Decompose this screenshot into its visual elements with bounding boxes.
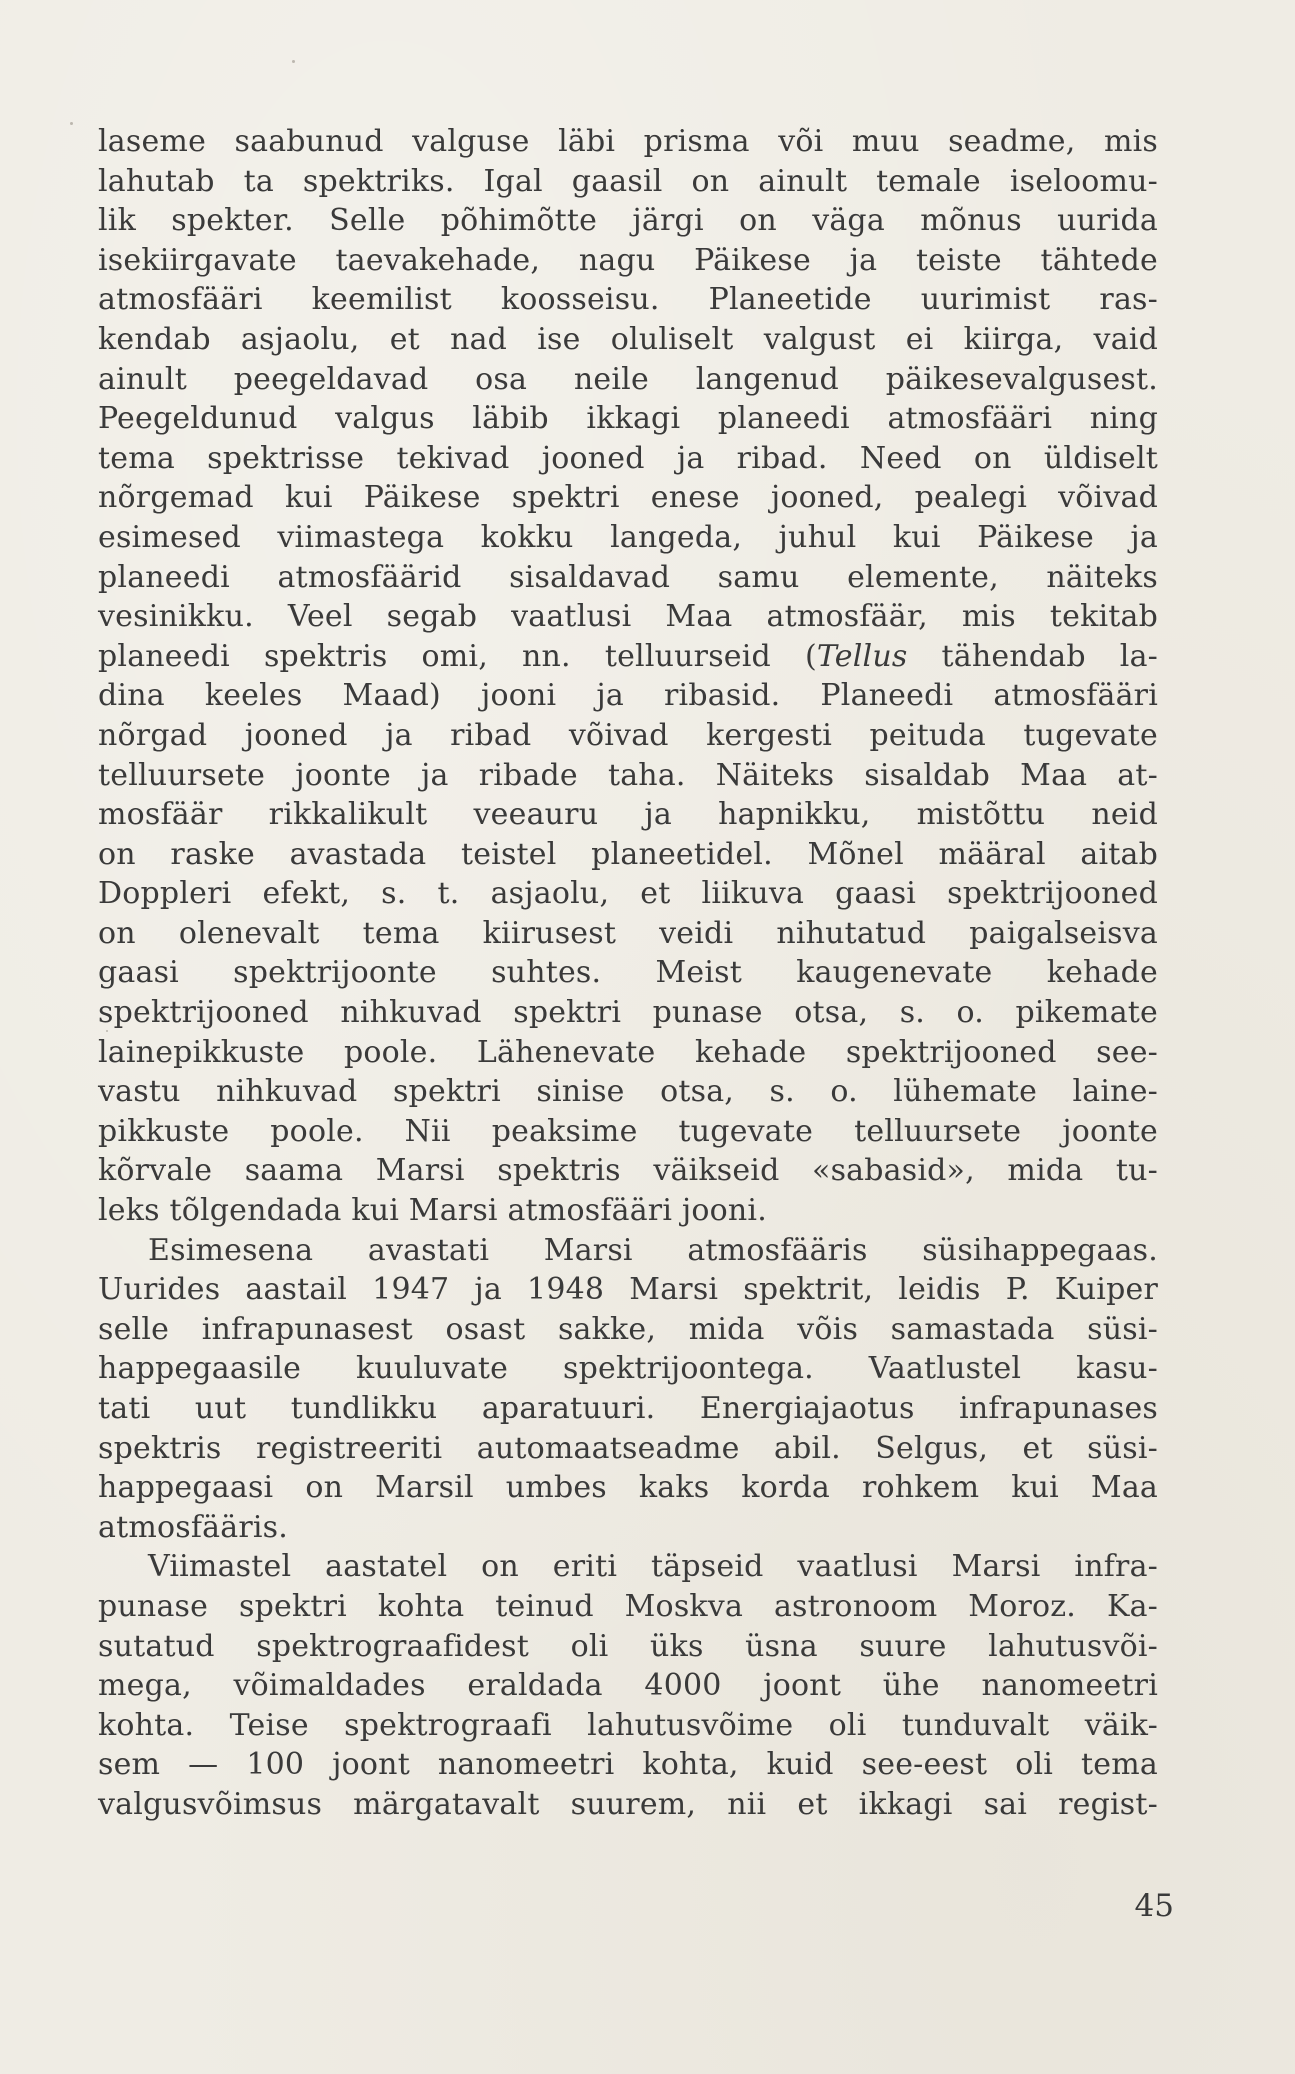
text-line: valgusvõimsus märgatavalt suurem, nii et ikkagi sai regist- [98, 1786, 1158, 1822]
italic-term: Tellus [816, 638, 908, 674]
text-line: spektris registreeriti automaatseadme abil. Selgus, et süsi- [98, 1430, 1158, 1466]
text-line: lainepikkuste poole. Lähenevate kehade spektrijooned see- [98, 1034, 1158, 1070]
text-line: mega, võimaldades eraldada 4000 joont ühe nanomeetri [98, 1668, 1158, 1704]
paragraph [98, 122, 1158, 1231]
text-line: lahutab ta spektriks. Igal gaasil on ainult temale iseloomu- [98, 163, 1158, 199]
text-line: kohta. Teise spektrograafi lahutusvõime oli tunduvalt väik- [98, 1707, 1158, 1743]
text-line: nõrgad jooned ja ribad võivad kergesti peituda tugevate [98, 717, 1158, 753]
text-line: happegaasile kuuluvate spektrijoontega. Vaatlustel kasu- [98, 1351, 1158, 1387]
text-line: happegaasi on Marsil umbes kaks korda rohkem kui Maa [98, 1470, 1158, 1506]
text-line: Uurides aastail 1947 ja 1948 Marsi spektrit, leidis P. Kuiper [98, 1272, 1158, 1308]
text-line: selle infrapunasest osast sakke, mida võis samastada süsi- [98, 1311, 1158, 1347]
text-line: on raske avastada teistel planeetidel. Mõnel määral aitab [98, 836, 1158, 872]
text-line: on olenevalt tema kiirusest veidi nihutatud paigalseisva [98, 915, 1158, 951]
text-line: spektrijooned nihkuvad spektri punase otsa, s. o. pikemate [98, 995, 1158, 1031]
text-line: tema spektrisse tekivad jooned ja ribad. Need on üldiselt [98, 440, 1158, 476]
text-line: gaasi spektrijoonte suhtes. Meist kaugenevate kehade [98, 955, 1158, 991]
text-line: laseme saabunud valguse läbi prisma või muu seadme, mis [98, 124, 1158, 159]
text-line: kendab asjaolu, et nad ise oluliselt valgust ei kiirga, vaid [98, 321, 1158, 357]
text-line: sem — 100 joont nanomeetri kohta, kuid see-eest oli tema [98, 1747, 1158, 1783]
text-line: lik spekter. Selle põhimõtte järgi on väga mõnus uurida [98, 203, 1158, 239]
text-run: planeedi spektris omi, nn. telluurseid ( [98, 638, 817, 674]
text-line: atmosfääris. [98, 1509, 288, 1545]
body-text [98, 122, 1158, 1825]
text-line: telluursete joonte ja ribade taha. Näiteks sisaldab Maa at- [98, 757, 1158, 793]
text-line: esimesed viimastega kokku langeda, juhul kui Päikese ja [98, 519, 1158, 555]
paper-speck [292, 60, 295, 63]
paragraph [98, 1547, 1158, 1824]
text-line: planeedi atmosfäärid sisaldavad samu elemente, näiteks [98, 559, 1158, 595]
page-number: 45 [1134, 1888, 1174, 1924]
text-line: atmosfääri keemilist koosseisu. Planeetide uurimist ras- [98, 282, 1158, 318]
text-line: punase spektri kohta teinud Moskva astronoom Moroz. Ka- [98, 1588, 1158, 1624]
text-line: mosfäär rikkalikult veeauru ja hapnikku, mistõttu neid [98, 797, 1158, 833]
text-line: ainult peegeldavad osa neile langenud päikesevalgusest. [98, 361, 1158, 397]
paper-speck [70, 122, 73, 125]
text-line [98, 637, 1158, 677]
text-line: kõrvale saama Marsi spektris väikseid «sabasid», mida tu- [98, 1153, 1158, 1189]
text-line: Viimastel aastatel on eriti täpseid vaatlusi Marsi infra- [148, 1549, 1158, 1585]
text-run: tähendab la- [907, 638, 1158, 674]
text-line: Esimesena avastati Marsi atmosfääris süsihappegaas. [148, 1232, 1158, 1268]
text-line: nõrgemad kui Päikese spektri enese jooned, pealegi võivad [98, 480, 1158, 516]
text-line: vesinikku. Veel segab vaatlusi Maa atmosfäär, mis tekitab [98, 599, 1158, 635]
text-line: vastu nihkuvad spektri sinise otsa, s. o. lühemate laine- [98, 1074, 1158, 1110]
paragraph [98, 1231, 1158, 1548]
text-line: sutatud spektrograafidest oli üks üsna suure lahutusvõi- [98, 1628, 1158, 1664]
text-line: tati uut tundlikku aparatuuri. Energiajaotus infrapunases [98, 1391, 1158, 1426]
text-line: Peegeldunud valgus läbib ikkagi planeedi atmosfääri ning [98, 401, 1158, 437]
text-line: pikkuste poole. Nii peaksime tugevate telluursete joonte [98, 1113, 1158, 1149]
text-line: dina keeles Maad) jooni ja ribasid. Planeedi atmosfääri [98, 678, 1158, 714]
text-line: Doppleri efekt, s. t. asjaolu, et liikuva gaasi spektrijooned [98, 876, 1158, 912]
text-line: isekiirgavate taevakehade, nagu Päikese ja teiste tähtede [98, 242, 1158, 278]
text-line: leks tõlgendada kui Marsi atmosfääri jooni. [98, 1193, 767, 1229]
